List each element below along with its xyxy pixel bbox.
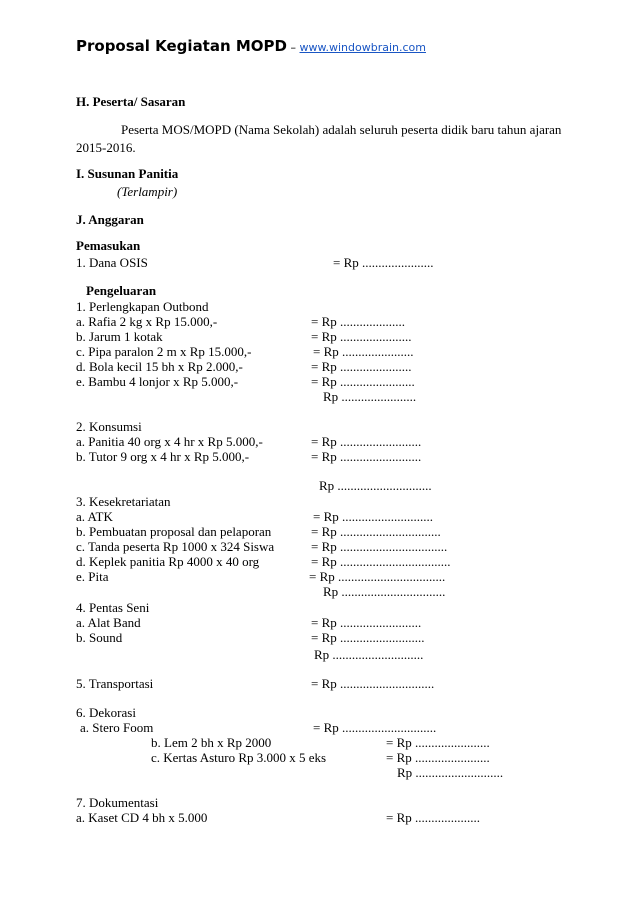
line-amount: = Rp .................... [311,314,406,329]
line-amount: = Rp ................................. [309,569,446,584]
line-amount: = Rp ....................... [311,374,415,389]
group-subtotal: Rp ............................ [314,647,424,662]
line-item: c. Tanda peserta Rp 1000 x 324 Siswa [76,539,275,554]
pemasukan-label: Pemasukan [76,238,141,253]
line-item: b. Pembuatan proposal dan pelaporan [76,524,272,539]
group-title: 2. Konsumsi [76,419,142,434]
line-item: b. Tutor 9 org x 4 hr x Rp 5.000,- [76,449,250,464]
line-item: a. Rafia 2 kg x Rp 15.000,- [76,314,218,329]
line-item: b. Sound [76,630,123,645]
line-item: a. ATK [76,509,113,524]
section-h-heading: H. Peserta/ Sasaran [76,94,186,109]
section-i-heading: I. Susunan Panitia [76,166,179,181]
line-amount: = Rp ....................... [386,750,490,765]
line-amount: = Rp ...................... [313,344,414,359]
line-item: b. Jarum 1 kotak [76,329,163,344]
section-i-note: (Terlampir) [117,184,178,199]
group-title: 4. Pentas Seni [76,600,150,615]
line-amount: = Rp ......................... [311,449,422,464]
page-header [76,36,426,55]
group-title: 6. Dekorasi [76,705,136,720]
group-subtotal: Rp ................................ [323,584,446,599]
line-item: a. Panitia 40 org x 4 hr x Rp 5.000,- [76,434,263,449]
header-separator: – [287,41,300,54]
header-title: Proposal Kegiatan MOPD [76,37,288,55]
header-link[interactable]: www.windowbrain.com [299,41,426,54]
line-amount: = Rp ............................... [311,524,441,539]
line-item: c. Kertas Asturo Rp 3.000 x 5 eks [151,750,327,765]
line-amount: = Rp ......................... [311,434,422,449]
section-h-paragraph-line-1: Peserta MOS/MOPD (Nama Sekolah) adalah seluruh peserta didik baru tahun ajaran [121,122,562,137]
line-item: e. Pita [76,569,109,584]
group-title: 3. Kesekretariatan [76,494,171,509]
line-item: d. Bola kecil 15 bh x Rp 2.000,- [76,359,243,374]
line-item: a. Kaset CD 4 bh x 5.000 [76,810,208,825]
group-subtotal: Rp ............................. [319,478,432,493]
line-item: b. Lem 2 bh x Rp 2000 [151,735,272,750]
line-item: a. Alat Band [76,615,141,630]
line-amount: = Rp .................................. [311,554,451,569]
pemasukan-item: 1. Dana OSIS [76,255,148,270]
group-title: 5. Transportasi [76,676,154,691]
line-amount: = Rp ....................... [386,735,490,750]
line-amount: = Rp .......................... [311,630,425,645]
line-amount: = Rp ............................. [313,720,437,735]
line-item: d. Keplek panitia Rp 4000 x 40 org [76,554,260,569]
line-amount: = Rp ......................... [311,615,422,630]
line-item: a. Stero Foom [80,720,154,735]
group-title: 7. Dokumentasi [76,795,159,810]
group-subtotal: Rp ........................... [397,765,504,780]
line-item: e. Bambu 4 lonjor x Rp 5.000,- [76,374,239,389]
line-amount: = Rp ................................. [311,539,448,554]
section-h-paragraph-line-2: 2015-2016. [76,140,136,155]
group-title: 1. Perlengkapan Outbond [76,299,209,314]
section-j-heading: J. Anggaran [76,212,144,227]
line-amount: = Rp ............................. [311,676,435,691]
line-amount: = Rp .................... [386,810,481,825]
line-amount: = Rp ............................ [313,509,434,524]
line-amount: = Rp ...................... [311,329,412,344]
line-item: c. Pipa paralon 2 m x Rp 15.000,- [76,344,252,359]
pengeluaran-label: Pengeluaran [86,283,157,298]
line-amount: = Rp ...................... [311,359,412,374]
pemasukan-amount: = Rp ...................... [333,255,434,270]
group-subtotal: Rp ....................... [323,389,417,404]
